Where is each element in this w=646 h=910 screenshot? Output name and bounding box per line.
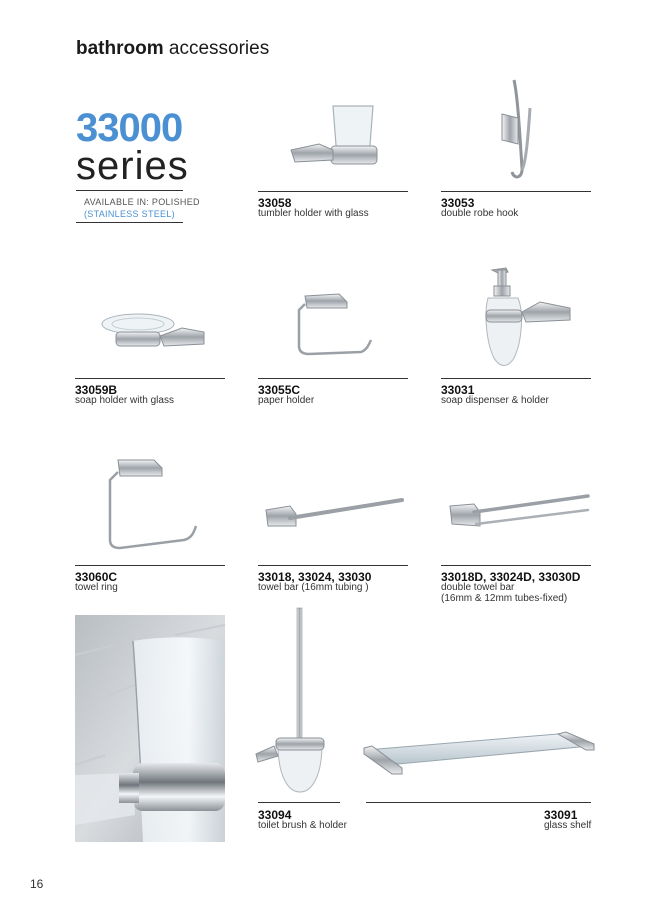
product-rule-33018D: [441, 565, 591, 566]
product-desc: toilet brush & holder: [258, 820, 347, 831]
product-desc: towel bar (16mm tubing ): [258, 582, 369, 593]
product-rule-33055C: [258, 378, 408, 379]
product-desc: double robe hook: [441, 208, 519, 219]
toilet-brush-image: [252, 606, 352, 796]
series-number: 33000: [76, 106, 183, 150]
product-desc: tumbler holder with glass: [258, 208, 369, 219]
soap-dispenser-image: [478, 262, 578, 374]
product-desc-line-2: (16mm & 12mm tubes-fixed): [441, 593, 568, 604]
product-desc: glass shelf: [544, 820, 592, 831]
header-bold: bathroom: [76, 38, 164, 59]
availability-top-rule: [76, 190, 183, 191]
product-desc: paper holder: [258, 395, 315, 406]
towel-ring-image: [104, 456, 204, 556]
product-desc: double towel bar: [441, 582, 515, 593]
product-rule-33053: [441, 191, 591, 192]
availability-bottom-rule: [76, 222, 183, 223]
product-rule-33094: [258, 802, 340, 803]
product-code: 33018, 33024, 33030: [258, 570, 372, 584]
tumbler-holder-image: [285, 100, 395, 180]
product-rule-33060C: [75, 565, 225, 566]
product-rule-33018: [258, 565, 408, 566]
product-code: 33059B: [75, 383, 118, 397]
section-header: [76, 38, 269, 60]
product-code: 33058: [258, 196, 292, 210]
product-rule-33058: [258, 191, 408, 192]
product-code: 33053: [441, 196, 475, 210]
glass-shelf-image: [362, 732, 596, 776]
header-rest: accessories: [163, 38, 270, 59]
product-code: 33055C: [258, 383, 301, 397]
series-word: series: [76, 144, 189, 188]
product-desc: towel ring: [75, 582, 118, 593]
tumbler-lifestyle-photo: [75, 615, 225, 842]
paper-holder-image: [295, 290, 375, 360]
product-desc: soap holder with glass: [75, 395, 174, 406]
soap-holder-image: [98, 310, 208, 360]
product-code: 33094: [258, 808, 292, 822]
product-desc: soap dispenser & holder: [441, 395, 549, 406]
product-rule-33031: [441, 378, 591, 379]
product-code: 33031: [441, 383, 475, 397]
availability-line-2: (STAINLESS STEEL): [84, 209, 175, 219]
towel-bar-image: [262, 492, 406, 536]
product-code: 33060C: [75, 570, 118, 584]
robe-hook-image: [490, 78, 550, 188]
double-towel-bar-image: [446, 492, 592, 536]
product-rule-33059B: [75, 378, 225, 379]
product-code: 33091: [544, 808, 578, 822]
product-rule-33091: [366, 802, 591, 803]
availability-line-1: AVAILABLE IN: POLISHED: [84, 197, 200, 207]
product-code: 33018D, 33024D, 33030D: [441, 570, 581, 584]
page-number: 16: [30, 877, 44, 891]
